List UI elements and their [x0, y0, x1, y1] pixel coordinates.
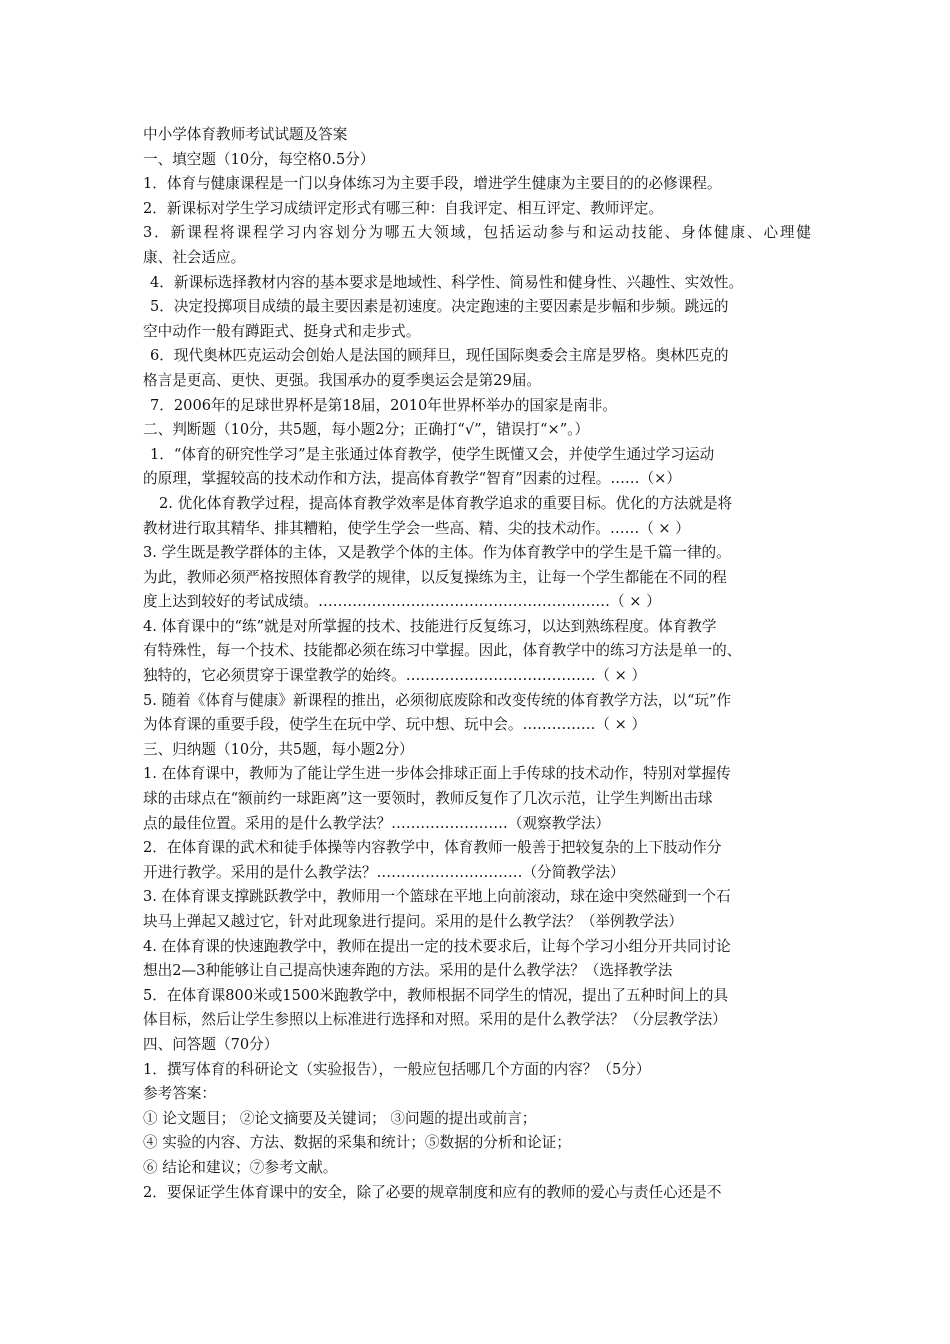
question-line: 4. 在体育课的快速跑教学中，教师在提出一定的技术要求后，让每个学习小组分开共同讨论 [143, 937, 731, 955]
question-line: 为此，教师必须严格按照体育教学的规律，以反复操练为主，让每一个学生都能在不同的程 [143, 568, 727, 586]
answer-label: 参考答案： [143, 1085, 216, 1103]
question-line: 3．新课程将课程学习内容划分为哪五大领域，包括运动参与和运动技能、身体健康、心理健 [143, 224, 811, 242]
question-line: 1. 在体育课中，教师为了能让学生进一步体会排球正面上手传球的技术动作，特别对掌握传 [143, 765, 731, 783]
answer-line: ① 论文题目； ②论文摘要及关键词； ③问题的提出或前言； [143, 1109, 537, 1127]
question-line: 的原理，掌握较高的技术动作和方法，提高体育教学“智育”因素的过程。……（×） [143, 470, 681, 488]
question-line: 开进行教学。采用的是什么教学法？…………………………（分简教学法） [143, 863, 625, 881]
question-line: 格言是更高、更快、更强。我国承办的夏季奥运会是第29届。 [143, 371, 542, 389]
question-line: 4．新课标选择教材内容的基本要求是地域性、科学性、简易性和健身性、兴趣性、实效性。 [150, 273, 744, 291]
question-line: 1．撰写体育的科研论文（实验报告），一般应包括哪几个方面的内容？（5分） [143, 1060, 651, 1078]
section-heading-essay: 四、问答题（70分） [143, 1035, 279, 1053]
question-line: 球的击球点在“额前约一球距离”这一要领时，教师反复作了几次示范，让学生判断出击球 [143, 790, 713, 808]
question-line: 2．在体育课的武术和徒手体操等内容教学中，体育教师一般善于把较复杂的上下肢动作分 [143, 839, 722, 857]
answer-line: ④ 实验的内容、方法、数据的采集和统计；⑤数据的分析和论证； [143, 1134, 571, 1152]
question-line: 度上达到较好的考试成绩。……………………………………………………（ × ） [143, 593, 661, 611]
section-heading-fill-in: 一、填空题（10分，每空格0.5分） [143, 150, 375, 168]
question-line: 想出2—3种能够让自己提高快速奔跑的方法。采用的是什么教学法？（选择教学法 [143, 962, 673, 980]
question-line: 为体育课的重要手段，使学生在玩中学、玩中想、玩中会。……………（ × ） [143, 716, 647, 734]
question-line: 空中动作一般有蹲距式、挺身式和走步式。 [143, 322, 421, 340]
question-line: 1．体育与健康课程是一门以身体练习为主要手段，增进学生健康为主要目的的必修课程。 [143, 175, 722, 193]
question-line: 独特的，它必须贯穿于课堂教学的始终。…………………………………（ × ） [143, 667, 647, 685]
question-line: 块马上弹起又越过它，针对此现象进行提问。采用的是什么教学法？（举例教学法） [143, 913, 683, 930]
question-line: 教材进行取其精华、排其糟粕，使学生学会一些高、精、尖的技术动作。……（ × ） [143, 519, 690, 537]
question-line: 5．在体育课800米或1500米跑教学中，教师根据不同学生的情况，提出了五种时间上的具 [143, 986, 729, 1004]
section-heading-true-false: 二、判断题（10分，共5题，每小题2分；正确打“√”，错误打“×”。） [143, 421, 590, 439]
question-line: 5. 随着《体育与健康》新课程的推出，必须彻底废除和改变传统的体育教学方法，以“玩”作 [143, 691, 732, 709]
question-line: 体目标，然后让学生参照以上标准进行选择和对照。采用的是什么教学法？（分层教学法） [143, 1011, 727, 1029]
question-line: 7．2006年的足球世界杯是第18届，2010年世界杯举办的国家是南非。 [150, 396, 617, 414]
question-line: 有特殊性，每一个技术、技能都必须在练习中掌握。因此，体育教学中的练习方法是单一的、 [143, 642, 742, 660]
question-line: 康、社会适应。 [143, 248, 246, 266]
question-line: 点的最佳位置。采用的是什么教学法？……………………（观察教学法） [143, 814, 611, 832]
question-line: 4. 体育课中的“练”就是对所掌握的技术、技能进行反复练习，以达到熟练程度。体育教学 [143, 617, 717, 635]
question-line: 1．“体育的研究性学习”是主张通过体育教学，使学生既懂又会，并使学生通过学习运动 [150, 445, 715, 463]
question-line: 5．决定投掷项目成绩的最主要因素是初速度。决定跑速的主要因素是步幅和步频。跳远的 [150, 298, 729, 316]
question-line: 2．新课标对学生学习成绩评定形式有哪三种：自我评定、相互评定、教师评定。 [143, 199, 664, 217]
section-heading-induction: 三、归纳题（10分，共5题，每小题2分） [143, 740, 414, 758]
question-line: 3. 在体育课支撑跳跃教学中，教师用一个篮球在平地上向前滚动，球在途中突然碰到一个石 [143, 888, 731, 906]
question-line: 2．要保证学生体育课中的安全，除了必要的规章制度和应有的教师的爱心与责任心还是不 [143, 1183, 722, 1201]
document-title: 中小学体育教师考试试题及答案 [143, 126, 348, 143]
answer-line: ⑥ 结论和建议；⑦参考文献。 [143, 1158, 338, 1176]
document-body [143, 123, 811, 1205]
question-line: 6．现代奥林匹克运动会创始人是法国的顾拜旦，现任国际奥委会主席是罗格。奥林匹克的 [150, 347, 729, 365]
question-line: 2. 优化体育教学过程，提高体育教学效率是体育教学追求的重要目标。优化的方法就是将 [159, 494, 733, 512]
question-line: 3. 学生既是教学群体的主体，又是教学个体的主体。作为体育教学中的学生是千篇一律的。 [143, 544, 731, 562]
